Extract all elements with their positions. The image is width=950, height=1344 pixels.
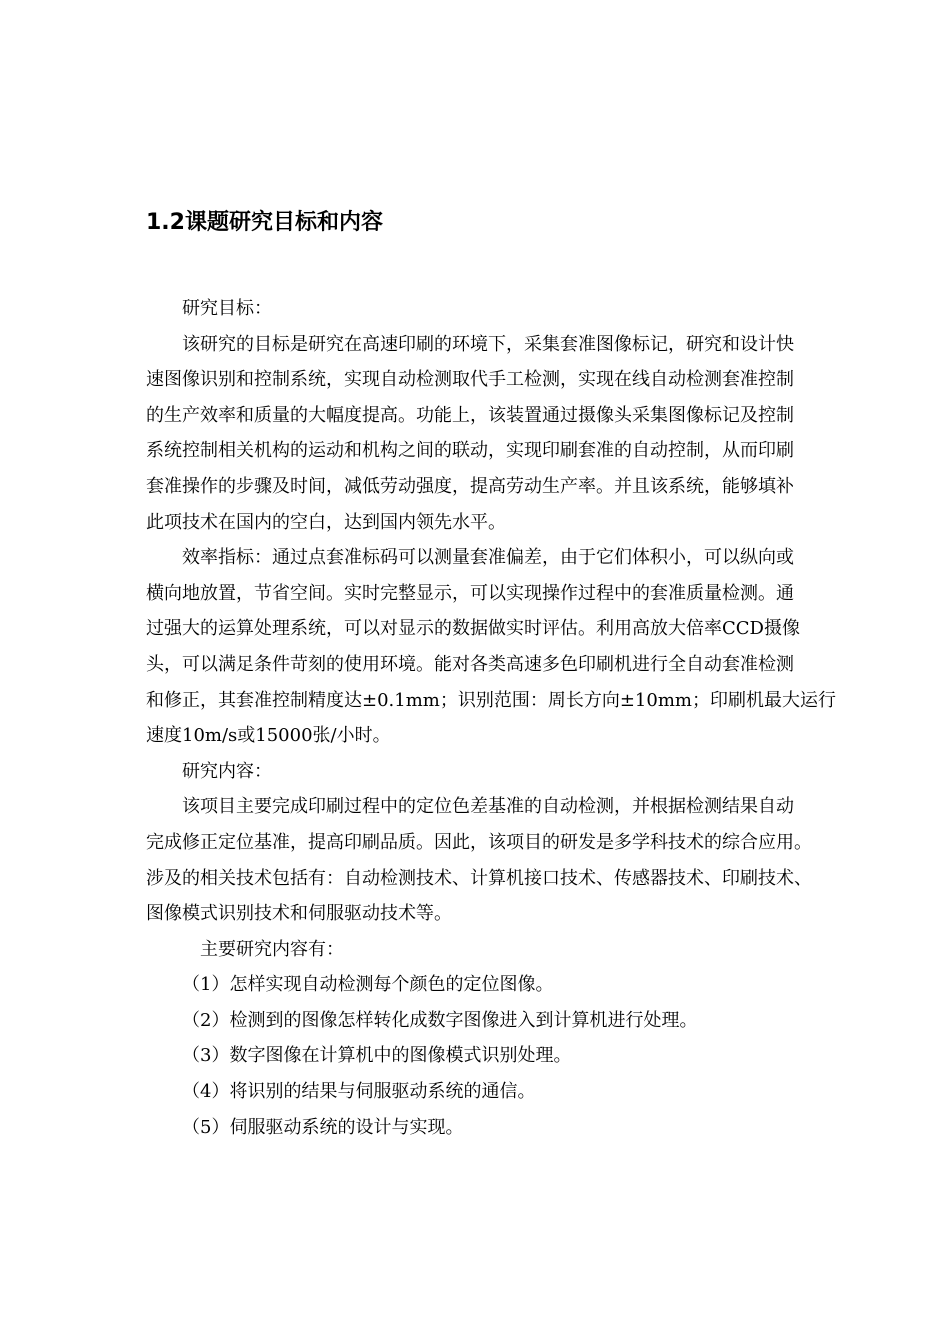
content-label: 研究内容： — [182, 760, 272, 782]
efficiency-paragraph-line: 横向地放置，节省空间。实时完整显示，可以实现操作过程中的套准质量检测。通 — [146, 582, 794, 604]
goal-label: 研究目标： — [182, 298, 272, 319]
body-text — [146, 291, 862, 1145]
content-paragraph-line: 该项目主要完成印刷过程中的定位色差基准的自动检测，并根据检测结果自动 — [182, 796, 794, 818]
goal-paragraph-line: 该研究的目标是研究在高速印刷的环境下，采集套准图像标记，研究和设计快 — [182, 333, 794, 355]
list-item: （1）怎样实现自动检测每个颜色的定位图像。 — [182, 974, 554, 996]
main-content-label: 主要研究内容有： — [200, 938, 344, 960]
goal-paragraph-line: 套准操作的步骤及时间，减低劳动强度，提高劳动生产率。并且该系统，能够填补 — [146, 475, 794, 497]
efficiency-paragraph-line: 效率指标：通过点套准标码可以测量套准偏差，由于它们体积小，可以纵向或 — [182, 547, 794, 569]
goal-paragraph-line: 的生产效率和质量的大幅度提高。功能上，该装置通过摄像头采集图像标记及控制 — [146, 404, 794, 426]
content-paragraph-line: 涉及的相关技术包括有：自动检测技术、计算机接口技术、传感器技术、印刷技术、 — [146, 867, 812, 889]
list-item: （5）伺服驱动系统的设计与实现。 — [182, 1116, 464, 1138]
list-item: （3）数字图像在计算机中的图像模式识别处理。 — [182, 1045, 572, 1067]
efficiency-paragraph-line: 和修正，其套准控制精度达±0.1mm；识别范围：周长方向±10mm；印刷机最大运行 — [146, 689, 836, 711]
efficiency-paragraph-line: 过强大的运算处理系统，可以对显示的数据做实时评估。利用高放大倍率CCD摄像 — [146, 618, 800, 640]
goal-paragraph-line: 系统控制相关机构的运动和机构之间的联动，实现印刷套准的自动控制，从而印刷 — [146, 440, 794, 462]
goal-paragraph-line: 此项技术在国内的空白，达到国内领先水平。 — [146, 511, 506, 533]
section-heading: 1.2课题研究目标和内容 — [146, 210, 383, 235]
list-item: （2）检测到的图像怎样转化成数字图像进入到计算机进行处理。 — [182, 1009, 698, 1031]
content-paragraph-line: 图像模式识别技术和伺服驱动技术等。 — [146, 903, 452, 925]
goal-paragraph-line: 速图像识别和控制系统，实现自动检测取代手工检测，实现在线自动检测套准控制 — [146, 369, 794, 391]
list-item: （4）将识别的结果与伺服驱动系统的通信。 — [182, 1081, 536, 1103]
efficiency-paragraph-line: 头，可以满足条件苛刻的使用环境。能对各类高速多色印刷机进行全自动套准检测 — [146, 653, 794, 675]
efficiency-paragraph-line: 速度10m/s或15000张/小时。 — [146, 725, 391, 747]
content-paragraph-line: 完成修正定位基准，提高印刷品质。因此，该项目的研发是多学科技术的综合应用。 — [146, 831, 812, 853]
